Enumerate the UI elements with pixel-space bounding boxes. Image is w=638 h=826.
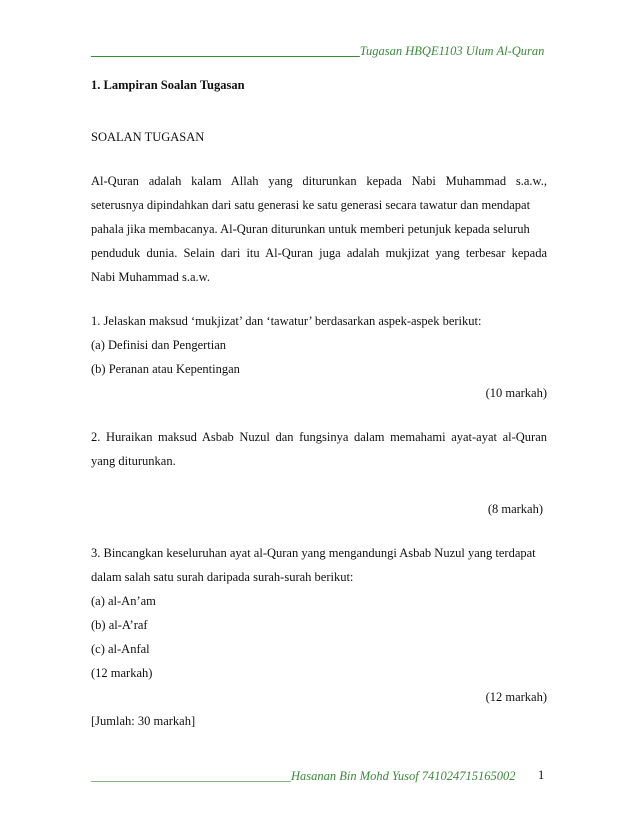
intro-line: Al-Quran adalah kalam Allah yang diturunkan kepada Nabi Muhammad s.a.w., <box>91 174 547 188</box>
document-body <box>91 75 547 733</box>
question-2-marks: (8 markah) <box>487 502 543 516</box>
page-number: 1 <box>538 768 545 782</box>
intro-line: Nabi Muhammad s.a.w. <box>91 270 210 284</box>
question-2-text-cont: yang diturunkan. <box>91 454 176 468</box>
footer-text: Hasanan Bin Mohd Yusof 741024715165002 <box>291 769 516 783</box>
intro-paragraph <box>91 169 547 289</box>
question-3-item-b: (b) al-A’raf <box>91 618 148 632</box>
section-title: 1. Lampiran Soalan Tugasan <box>91 78 245 92</box>
intro-line: pahala jika membacanya. Al-Quran diturunkan untuk memberi petunjuk kepada seluruh <box>91 222 530 236</box>
question-3-inline-marks: (12 markah) <box>91 666 153 680</box>
question-3-marks: (12 markah) <box>485 690 547 704</box>
intro-line: seterusnya dipindahkan dari satu generasi ke satu generasi secara tawatur dan mendapat <box>91 198 531 212</box>
header-text: Tugasan HBQE1103 Ulum Al-Quran <box>359 44 545 58</box>
question-3-text: 3. Bincangkan keseluruhan ayat al-Quran yang mengandungi Asbab Nuzul yang terdapat <box>91 546 536 560</box>
question-1-item-a: (a) Definisi dan Pengertian <box>91 338 227 352</box>
page-footer <box>91 767 531 786</box>
question-2-text: 2. Huraikan maksud Asbab Nuzul dan fungsinya dalam memahami ayat-ayat al-Quran <box>91 430 547 444</box>
question-1-marks: (10 markah) <box>485 386 547 400</box>
total-marks: [Jumlah: 30 markah] <box>91 714 196 728</box>
page-header <box>91 42 551 61</box>
question-2 <box>91 425 547 521</box>
question-3-text-cont: dalam salah satu surah daripada surah-surah berikut: <box>91 570 354 584</box>
assignment-heading: SOALAN TUGASAN <box>91 130 205 144</box>
header-rule: ___________________________________________ <box>91 44 360 58</box>
question-3-item-c: (c) al-Anfal <box>91 642 150 656</box>
question-3 <box>91 541 547 709</box>
intro-line: penduduk dunia. Selain dari itu Al-Quran juga adalah mukjizat yang terbesar kepada <box>91 246 547 260</box>
question-1 <box>91 309 547 405</box>
footer-rule: ________________________________ <box>91 769 291 783</box>
question-3-item-a: (a) al-An’am <box>91 594 156 608</box>
question-1-item-b: (b) Peranan atau Kepentingan <box>91 362 240 376</box>
question-1-text: 1. Jelaskan maksud ‘mukjizat’ dan ‘tawatur’ berdasarkan aspek-aspek berikut: <box>91 314 482 328</box>
